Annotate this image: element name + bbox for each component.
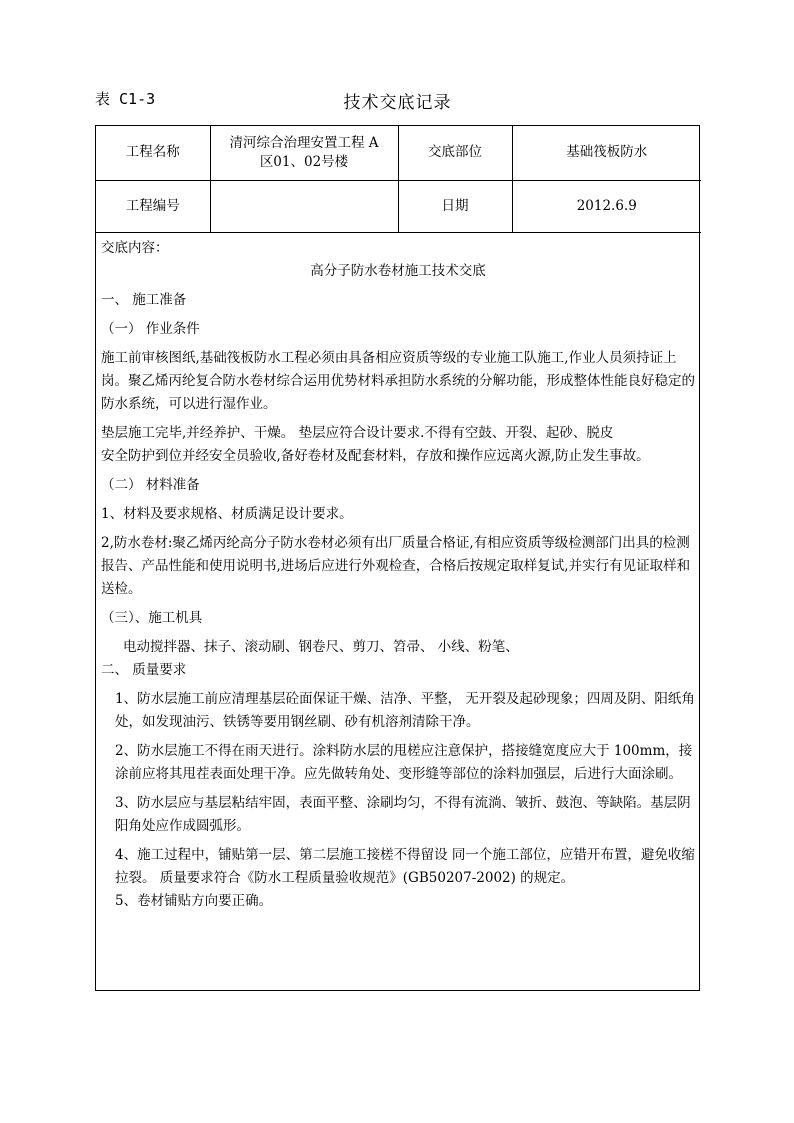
section-1-1-paragraph-1: 施工前审核图纸,基础筏板防水工程必须由具备相应资质等级的专业施工队施工,作业人员须持证上岗。聚乙烯丙纶复合防水卷材综合运用优势材料承担防水系统的分解功能，形成整体性能良好稳定的防水系统，可以进行湿作业。 (101, 349, 695, 412)
date-value: 2012.6.9 (512, 180, 701, 232)
page-header (95, 88, 700, 112)
project-no-label: 工程编号 (96, 180, 210, 232)
info-row-project (96, 126, 701, 180)
section-1-1-paragraph-2: 垫层施工完毕,并经养护、干燥。 垫层应符合设计要求.不得有空鼓、开裂、起砂、脱皮 (101, 424, 614, 441)
section-1-1-paragraph-3: 安全防护到位并经安全员验收,备好卷材及配套材料，存放和操作应远离火源,防止发生事故。 (101, 447, 650, 464)
section-2-paragraph-5: 5、卷材铺贴方向要正确。 (115, 892, 273, 909)
section-2-paragraph-2: 2、防水层施工不得在雨天进行。涂料防水层的甩槎应注意保护，搭接缝宽度应大于 100mm，接涂前应将其甩茬表面处理干净。应先做转角处、变形缝等部位的涂料加强层，后进行大面涂刷。 (115, 742, 693, 782)
info-table (96, 126, 701, 233)
section-2-paragraph-3: 3、防水层应与基层粘结牢固，表面平整、涂刷均匀，不得有流淌、皱折、鼓泡、等缺陷。基层阴阳角处应作成圆弧形。 (115, 794, 691, 834)
project-name-value (210, 126, 398, 180)
content-subtitle: 高分子防水卷材施工技术交底 (310, 262, 486, 279)
disclosure-content (96, 233, 699, 913)
section-1-2-paragraph-2: 2,防水卷材:聚乙烯丙纶高分子防水卷材必须有出厂质量合格证,有相应资质等级检测部门出具的检测报告、产品性能和使用说明书,进场后应进行外观检查，合格后按规定取样复试,并实行有见证取样和送检。 (101, 534, 691, 597)
project-no-value (210, 180, 398, 232)
location-value: 基础筏板防水 (512, 126, 701, 180)
section-2-paragraph-4: 4、施工过程中，铺贴第一层、第二层施工接槎不得留设 同一个施工部位，应错开布置，避免收缩拉裂。 质量要求符合《防水工程质量验收规范》(GB50207-2002) 的规定。 (115, 846, 695, 886)
section-1-3-heading: （三）、施工机具 (101, 609, 203, 626)
section-1-1-heading: （一） 作业条件 (101, 320, 200, 337)
project-name-label: 工程名称 (96, 126, 210, 180)
section-2-paragraph-1: 1、防水层施工前应清理基层砼面保证干燥、洁净、平整， 无开裂及起砂现象；四周及阴、阳纸角处，如发现油污、铁锈等要用钢丝刷、砂有机溶剂清除干净。 (115, 690, 695, 730)
form-code: 表 C1-3 (95, 90, 156, 108)
date-label: 日期 (398, 180, 512, 232)
project-name-line2: 区01、02号楼 (259, 153, 349, 170)
project-name-line1: 清河综合治理安置工程 A (229, 134, 379, 151)
section-1-2-paragraph-1: 1、材料及要求规格、材质满足设计要求。 (101, 505, 353, 522)
disclosure-record-sheet (95, 125, 700, 991)
document-title: 技术交底记录 (343, 93, 452, 113)
info-row-number (96, 180, 701, 232)
section-2-heading: 二、 质量要求 (101, 661, 187, 678)
location-label: 交底部位 (398, 126, 512, 180)
section-1-heading: 一、 施工准备 (101, 291, 187, 308)
content-label: 交底内容： (101, 239, 169, 256)
section-1-2-heading: （二） 材料准备 (101, 476, 200, 493)
section-1-3-paragraph-1: 电动搅拌器、抹子、滚动刷、钢卷尺、剪刀、笤帚、 小线、粉笔、 (123, 638, 519, 655)
